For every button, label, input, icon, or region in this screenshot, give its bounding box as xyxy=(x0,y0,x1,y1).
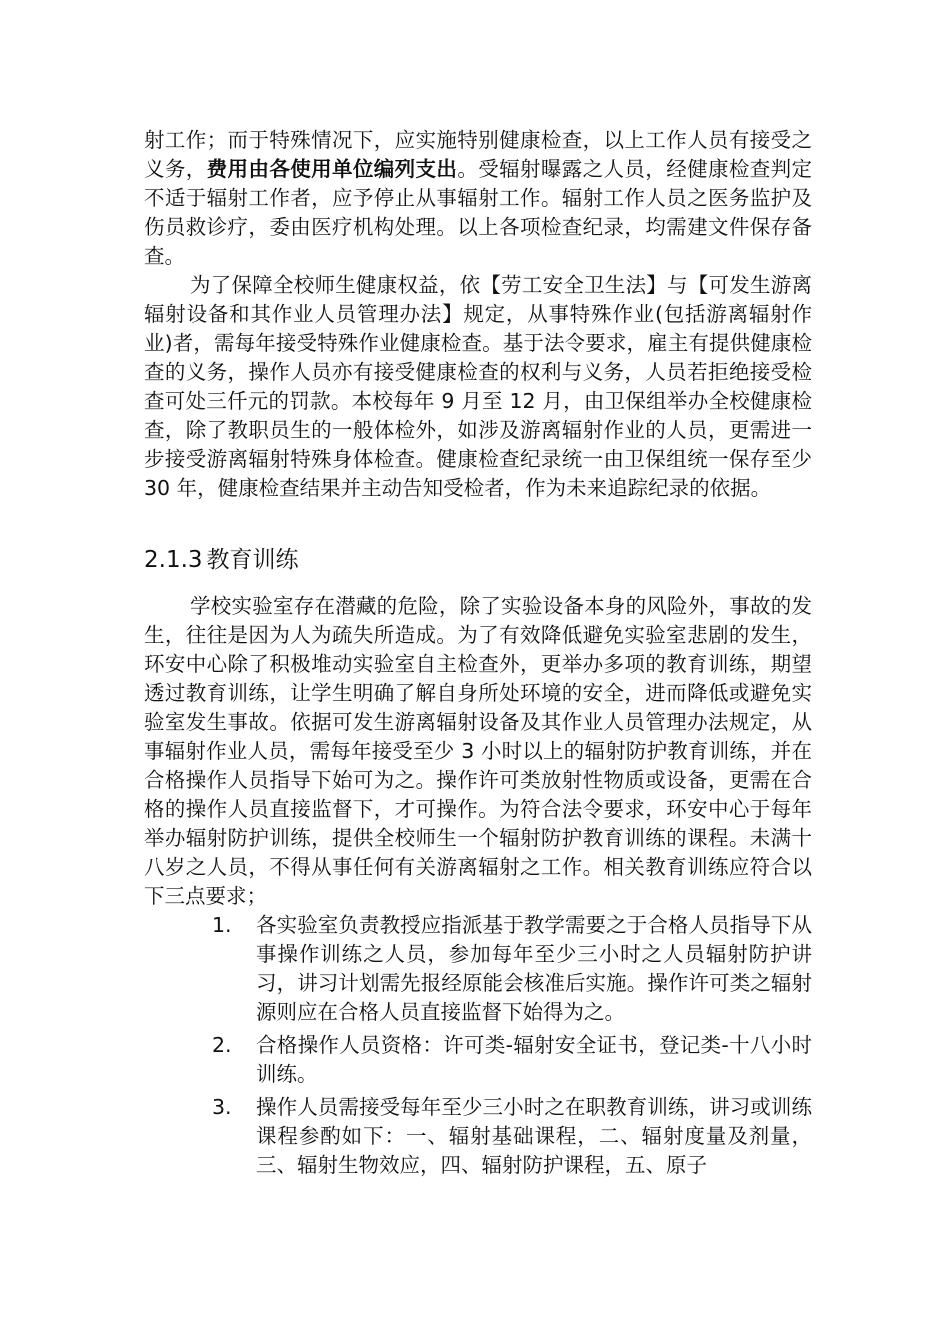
list-marker: 1. xyxy=(212,913,232,937)
requirement-item-1 xyxy=(212,911,812,1027)
requirement-text: 各实验室负责教授应指派基于教学需要之于合格人员指导下从事操作训练之人员，参加每年至少三小时之人员辐射防护讲习，讲习计划需先报经原能会核准后实施。操作许可类之辐射源则应在合格人员直接监督下始得为之。 xyxy=(256,913,812,1024)
health-rights-paragraph: 为了保障全校师生健康权益，依【劳工安全卫生法】与【可发生游离辐射设备和其作业人员管理办法】规定，从事特殊作业(包括游离辐射作业)者，需每年接受特殊作业健康检查。基于法令要求，雇主有提供健康检查的义务，操作人员亦有接受健康检查的权利与义务，人员若拒绝接受检查可处三仟元的罚款。本校每年 9 月至 12 月，由卫保组举办全校健康检查，除了教职员生的一般体检外，如涉及游离辐射作业的人员，更需进一步接受游离辐射特殊身体检查。健康检查纪录统一由卫保组统一保存至少 30 年，健康检查结果并主动告知受检者，作为未来追踪纪录的依据。 xyxy=(144,273,812,500)
education-training-paragraph: 学校实验室存在潜藏的危险，除了实验设备本身的风险外，事故的发生，往往是因为人为疏失所造成。为了有效降低避免实验室悲剧的发生，环安中心除了积极堆动实验室自主检查外，更举办多项的教育训练，期望透过教育训练，让学生明确了解自身所处环境的安全，进而降低或避免实验室发生事故。依据可发生游离辐射设备及其作业人员管理办法规定，从事辐射作业人员，需每年接受至少 3 小时以上的辐射防护教育训练，并在合格操作人员指导下始可为之。操作许可类放射性物质或设备，更需在合格的操作人员直接监督下，才可操作。为符合法令要求，环安中心于每年举办辐射防护训练，提供全校师生一个辐射防护教育训练的课程。未满十八岁之人员，不得从事任何有关游离辐射之工作。相关教育训练应符合以下三点要求； xyxy=(144,594,812,908)
requirements-list xyxy=(144,911,812,1180)
requirement-text: 合格操作人员资格：许可类-辐射安全证书，登记类-十八小时训练。 xyxy=(256,1033,812,1086)
section-heading xyxy=(144,545,812,575)
health-check-paragraph xyxy=(144,126,812,271)
bold-expense-statement: 费用由各使用单位编列支出 xyxy=(206,157,458,181)
document-page xyxy=(144,126,812,1184)
section-title: 教育训练 xyxy=(206,547,299,573)
requirement-text: 操作人员需接受每年至少三小时之在职教育训练，讲习或训练课程参酌如下：一、辐射基础课程，二、辐射度量及剂量，三、辐射生物效应，四、辐射防护课程，五、原子 xyxy=(256,1095,812,1177)
paragraph-text-after-bold: 。受辐射曝露之人员，经健康检查判定不适于辐射工作者，应予停止从事辐射工作。辐射工作人员之医务监护及伤员救诊疗，委由医疗机构处理。以上各项检查纪录，均需建文件保存备查。 xyxy=(144,157,813,268)
list-marker: 3. xyxy=(212,1095,232,1119)
requirement-item-2 xyxy=(212,1031,812,1089)
paragraph-text-before-bold: 射工作；而于特殊情况下，应实施特别健康检查，以上工作人员有接受之义务， xyxy=(144,128,812,181)
section-number: 2.1.3 xyxy=(144,547,203,573)
requirement-item-3 xyxy=(212,1093,812,1180)
list-marker: 2. xyxy=(212,1033,232,1057)
